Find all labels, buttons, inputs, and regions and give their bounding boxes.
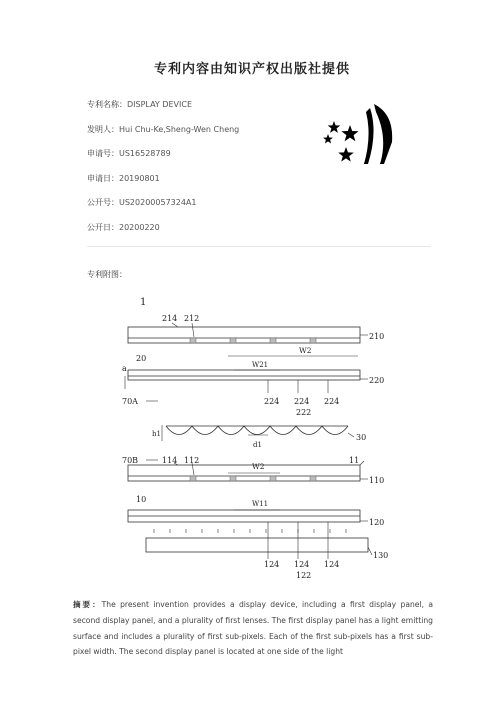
patent-drawing — [118, 293, 390, 583]
meta-label: 公开号： — [87, 198, 119, 208]
meta-value: US20200057324A1 — [119, 198, 197, 208]
meta-row-inventor — [87, 123, 239, 148]
label-120: 120 — [369, 518, 385, 527]
meta-label: 公开日： — [87, 222, 119, 232]
fig-number: 1 — [140, 297, 147, 308]
label-224-3: 224 — [324, 397, 340, 406]
meta-row-app-no — [87, 147, 239, 172]
label-130: 130 — [373, 551, 389, 560]
meta-row-name — [87, 98, 239, 123]
label-220: 220 — [369, 376, 385, 385]
label-w11: W11 — [252, 500, 269, 508]
meta-row-app-date — [87, 172, 239, 197]
label-212: 212 — [184, 314, 200, 323]
label-w21: W21 — [252, 361, 269, 369]
abstract-text: The present invention provides a display device, including a first display panel, a second display panel, and a plurality of first lenses. The first display panel has a light emitting surface and includes a plurality of first sub-pixels. Each of the first sub-pixels has a first sub-pixel width. The second display panel is located at one side of the light — [73, 600, 433, 657]
meta-label: 专利名称： — [87, 100, 127, 109]
label-11: 11 — [349, 456, 360, 465]
label-d1: d1 — [253, 441, 262, 449]
label-w2-top: W2 — [299, 346, 312, 355]
label-110: 110 — [369, 476, 385, 485]
drawing-label: 专利附图： — [87, 270, 127, 279]
meta-label: 发明人： — [87, 124, 119, 134]
page-title: 专利内容由知识产权出版社提供 — [153, 62, 350, 77]
meta-label: 申请号： — [87, 149, 119, 159]
label-h1: h1 — [152, 430, 161, 438]
label-30: 30 — [356, 433, 367, 442]
meta-row-pub-date — [87, 221, 239, 246]
label-224-1: 224 — [264, 397, 280, 406]
label-114: 114 — [162, 456, 178, 465]
meta-value: Hui Chu-Ke,Sheng-Wen Cheng — [119, 124, 240, 134]
meta-row-pub-no — [87, 196, 239, 221]
label-112: 112 — [184, 456, 200, 465]
label-124-1: 124 — [264, 560, 280, 569]
abstract — [73, 597, 433, 660]
label-124-3: 124 — [324, 560, 340, 569]
label-224-2: 224 — [294, 397, 310, 406]
meta-value: DISPLAY DEVICE — [127, 100, 193, 109]
label-214: 214 — [162, 314, 178, 323]
patent-meta — [87, 98, 239, 246]
label-10: 10 — [136, 495, 147, 504]
section-divider — [87, 246, 431, 247]
cnipa-logo-icon — [318, 102, 418, 172]
label-w2-mid: W2 — [252, 462, 265, 471]
meta-value: 20200220 — [119, 222, 160, 232]
abstract-label: 摘要： — [73, 600, 102, 609]
label-210: 210 — [369, 332, 385, 341]
meta-value: 20190801 — [119, 173, 160, 183]
label-a: a — [122, 364, 127, 373]
label-70a: 70A — [122, 397, 138, 406]
label-20: 20 — [136, 354, 147, 363]
label-222: 222 — [296, 408, 312, 417]
meta-label: 申请日： — [87, 173, 119, 183]
meta-value: US16528789 — [119, 149, 171, 159]
label-122: 122 — [296, 571, 312, 580]
label-70b: 70B — [122, 456, 139, 465]
label-124-2: 124 — [294, 560, 310, 569]
